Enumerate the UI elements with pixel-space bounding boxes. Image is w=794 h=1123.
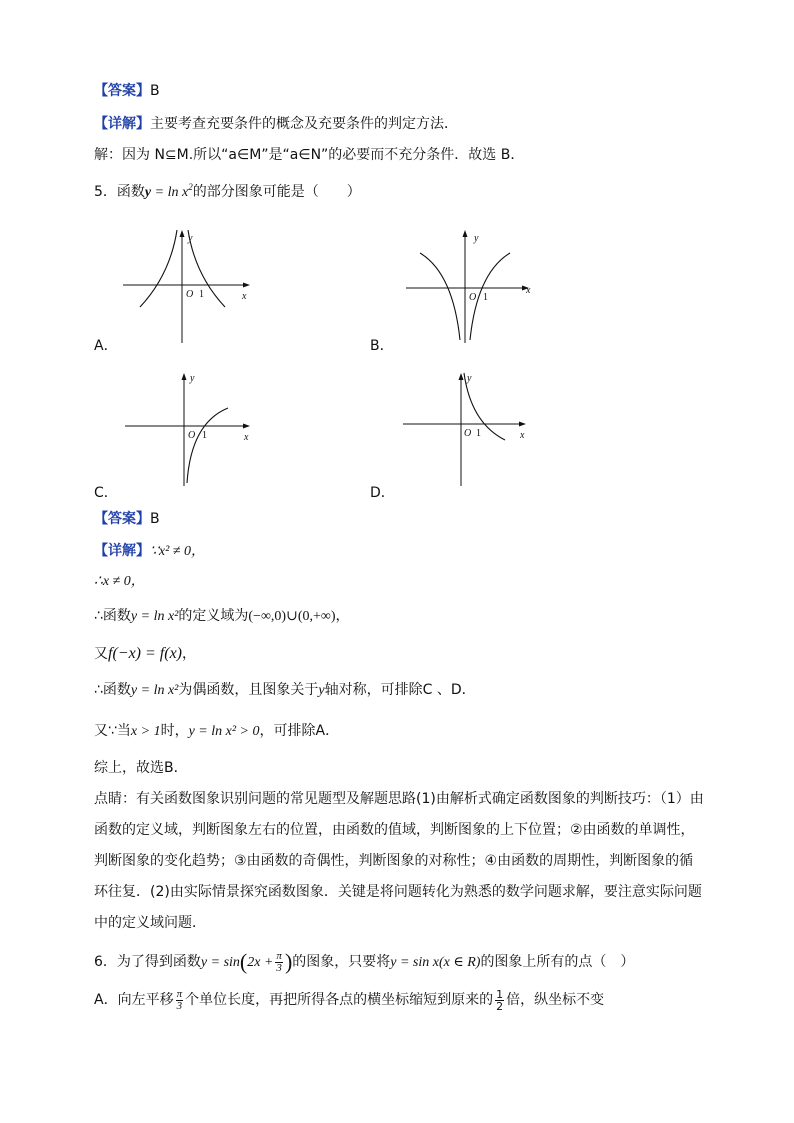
option-b-label[interactable]: B． <box>370 338 394 354</box>
q5-answer-line <box>94 509 160 529</box>
origin-label: O <box>188 430 196 441</box>
remark-line-4: 环往复．(2)由实际情景探究函数图象．关键是将问题转化为熟悉的数学问题求解，要注意实际问题 <box>94 884 702 900</box>
x-axis-label: x <box>244 432 249 443</box>
answer-value: B <box>150 511 160 527</box>
step5-text: 为偶函数，且图象关于 <box>178 682 319 698</box>
stem-suffix: 的图象上所有的点（ ） <box>480 954 635 970</box>
origin-label: O <box>186 289 194 300</box>
remark-line-3: 判断图象的变化趋势；③由函数的奇偶性，判断图象的对称性；④由函数的周期性，判断图象的循 <box>94 853 694 869</box>
frac-den: 2 <box>496 999 504 1013</box>
q5-detail-line <box>94 541 205 562</box>
step5 <box>94 680 476 701</box>
one-half <box>495 989 504 1012</box>
tick-one-label: 1 <box>202 430 207 441</box>
conclusion: 综上，故选B． <box>94 760 188 776</box>
graph-b-svg <box>398 225 543 345</box>
step6-mid: 时， <box>160 723 189 739</box>
curve-left <box>420 253 460 340</box>
step3 <box>94 606 350 627</box>
pi-over-three <box>176 989 184 1012</box>
q6-option-a[interactable] <box>94 986 604 1014</box>
step6-pre: 又∵当 <box>94 723 131 739</box>
step2: ∴x ≠ 0， <box>94 574 145 589</box>
frac-den: 3 <box>276 961 282 974</box>
tick-one-label: 1 <box>483 292 488 303</box>
curve-left <box>140 230 177 307</box>
step3-end: ， <box>335 608 350 624</box>
graph-option-a <box>115 225 260 349</box>
step6-formula: y = ln x² > 0 <box>188 724 260 739</box>
formula-exp: 2 <box>188 182 193 192</box>
remark-line-1: 点睛：有关函数图象识别问题的常见题型及解题思路(1)由解析式确定函数图象的判断技巧：（1）由 <box>94 791 704 807</box>
graph-d-svg <box>395 368 540 488</box>
stem-suffix: 的部分图象可能是（ ） <box>192 184 361 200</box>
graph-option-c <box>115 368 260 492</box>
option-d-label[interactable]: D． <box>370 485 395 501</box>
func-lhs: y = sin <box>200 955 240 970</box>
step4-formula: f(−x) = f(x) <box>108 645 182 662</box>
detail-tag: 【详解】 <box>94 543 150 559</box>
pi-over-three <box>275 951 283 974</box>
step6 <box>94 721 339 742</box>
stem-formula <box>144 182 193 200</box>
step3-domain: (−∞,0)∪(0,+∞) <box>248 609 336 624</box>
curve-right <box>188 230 225 307</box>
opt-a-end: 倍，纵坐标不变 <box>506 992 605 1008</box>
q4-solution-line: 解：因为 N⊆M.所以“a∈M”是“a∈N”的必要而不充分条件．故选 B． <box>94 147 525 163</box>
q4-answer-line <box>94 81 160 101</box>
stem-prefix: 为了得到函数 <box>116 954 201 970</box>
frac-num: π <box>176 987 183 1000</box>
y-axis-label: y <box>190 373 195 384</box>
remark-line-5: 中的定义域问题． <box>94 915 206 931</box>
base-func: y = sin x(x ∈ R) <box>390 955 481 970</box>
tick-one-label: 1 <box>199 289 204 300</box>
frac-den: 3 <box>176 999 183 1012</box>
q6-stem: 6．为了得到函数y = sin(2x + $\frac{\pi}{3}$ )的图象，只要将y = sin x(x ∈ R)的图象上所有的点（ ） <box>94 949 635 974</box>
option-a-label[interactable]: A． <box>94 338 118 354</box>
opt-a-pre: A．向左平移 <box>94 992 174 1008</box>
y-axis-label: y <box>474 233 479 244</box>
step4-end: ， <box>182 646 196 662</box>
q4-detail-line <box>94 114 458 134</box>
formula-rhs: = ln x <box>151 185 189 200</box>
formula-lhs: y <box>144 185 152 200</box>
y-axis-label: y <box>467 373 472 384</box>
step4-pre: 又 <box>94 646 108 662</box>
frac-num: π <box>276 949 282 962</box>
detail-text: 主要考查充要条件的概念及充要条件的判定方法． <box>150 116 458 132</box>
step5-formula: y = ln x² <box>130 683 179 698</box>
answer-tag: 【答案】 <box>94 83 150 99</box>
q5-stem <box>94 182 361 203</box>
frac-num: 1 <box>496 987 504 1001</box>
origin-label: O <box>469 292 477 303</box>
step5-pre: ∴函数 <box>94 682 131 698</box>
step3-pre: ∴函数 <box>94 608 131 624</box>
graph-option-d <box>395 368 540 492</box>
graph-option-b <box>398 225 543 349</box>
y-axis-label: y <box>188 233 193 244</box>
graph-a-svg <box>115 225 260 345</box>
question-number: 5． <box>94 184 117 200</box>
graph-c-svg <box>115 368 260 488</box>
step3-mid: 的定义域为 <box>178 608 249 624</box>
step6-cond: x > 1 <box>130 724 161 739</box>
step4 <box>94 644 196 664</box>
option-c-label[interactable]: C． <box>94 485 118 501</box>
tick-one-label: 1 <box>476 428 481 439</box>
question-number: 6． <box>94 954 117 970</box>
curve <box>187 408 228 483</box>
stem-mid: 的图象，只要将 <box>292 954 391 970</box>
step5-axis: y <box>318 683 325 698</box>
step6-end: ，可排除A． <box>259 723 340 739</box>
remark-line-2: 函数的定义域，判断图象左右的位置，由函数的值域，判断图象的上下位置；②由函数的单调性， <box>94 822 695 838</box>
detail-tag: 【详解】 <box>94 116 150 132</box>
step1: ∵x² ≠ 0， <box>150 544 206 559</box>
answer-value: B <box>150 83 160 99</box>
x-axis-label: x <box>520 430 525 441</box>
x-axis-label: x <box>242 291 247 302</box>
answer-tag: 【答案】 <box>94 511 150 527</box>
x-axis-label: x <box>526 285 531 296</box>
step3-formula: y = ln x² <box>130 609 179 624</box>
func-inner: 2x + <box>247 955 274 970</box>
stem-prefix: 函数 <box>116 184 145 200</box>
origin-label: O <box>464 428 472 439</box>
step5-end: 轴对称，可排除C 、D． <box>324 682 476 698</box>
opt-a-mid: 个单位长度，再把所得各点的横坐标缩短到原来的 <box>185 992 494 1008</box>
